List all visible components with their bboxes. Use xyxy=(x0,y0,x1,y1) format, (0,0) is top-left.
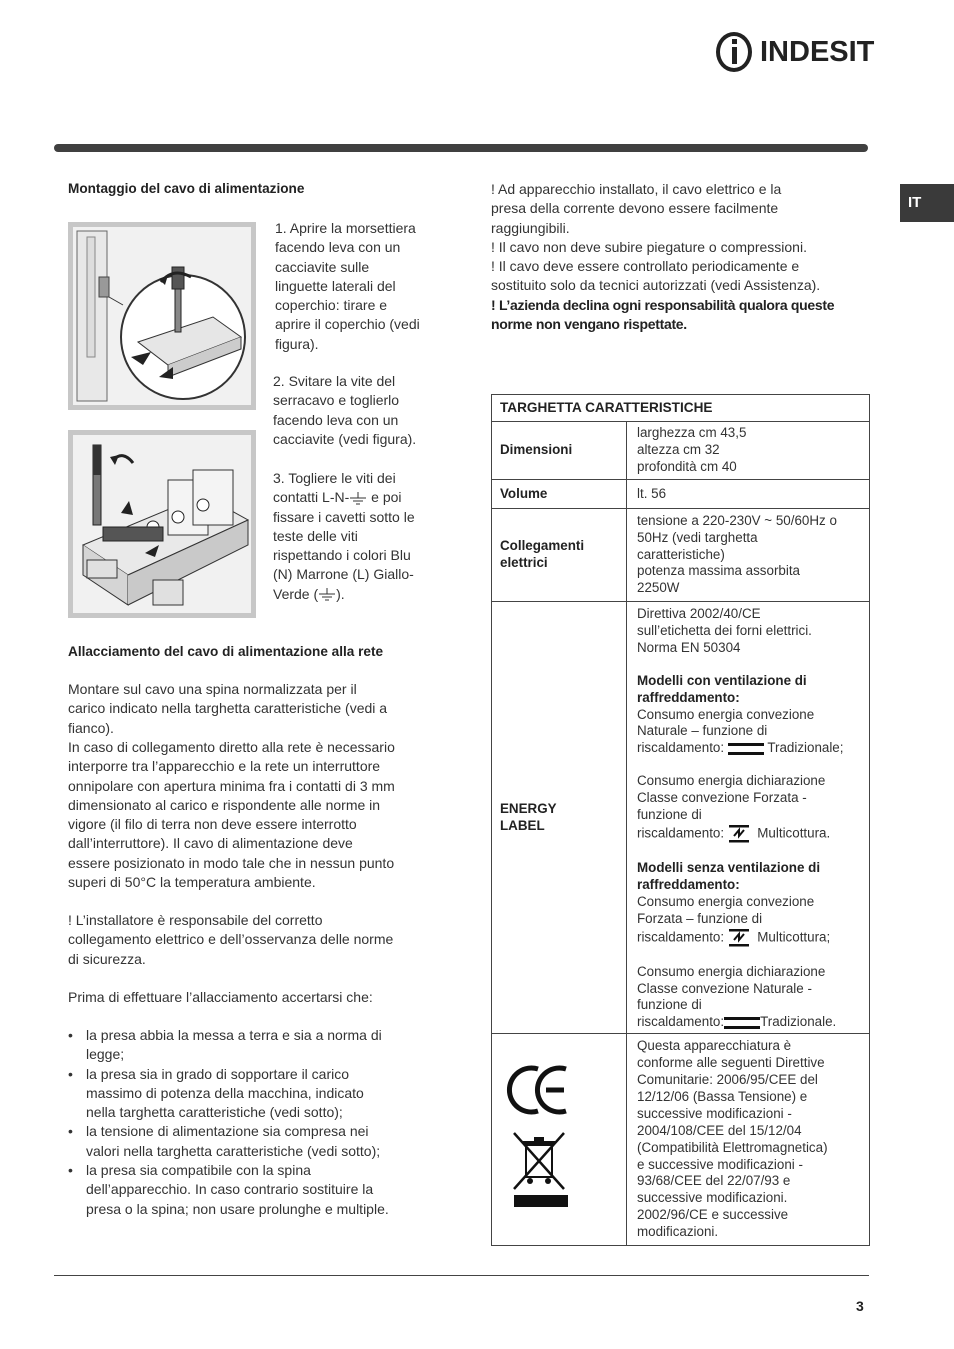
indesit-logo xyxy=(716,30,874,74)
fan-multicooking-icon xyxy=(728,928,750,948)
page-number: 3 xyxy=(856,1298,864,1314)
footer-divider xyxy=(54,1275,869,1276)
section-heading-mains: Allacciamento del cavo di alimentazione alla rete xyxy=(68,644,384,659)
table-row: Questa apparecchiatura è conforme alle seguenti Direttive Comunitarie: 2006/95/CEE del 12/12/06 (Bassa Tensione) e successive modificazioni - 2004/108/CEE del 15/12/04 (Compatibilità Elettromagnetica) e successive modificazioni - 93/68/CEE del 22/07/93 e successive modificazioni. 2002/96/CE e successive modificazioni. xyxy=(492,1034,870,1246)
table-row: ENERGY LABEL Direttiva 2002/40/CE sull’etichetta dei forni elettrici. Norma EN 50304 Modelli con ventilazione di raffreddamento: Consumo energia convezione Naturale – funzione di riscaldamento: Tradizionale; Consumo energia dichiarazione Classe convezione Forzata - funzione di riscaldamento: Multicottura. Modelli senza ventilazione di raffreddamento: Consumo energia convezione Forzata – funzione di riscaldamento: Multicottura; Consumo energia dichiarazione Classe convezione Naturale - funzione di riscaldamento: Tradizionale. xyxy=(492,602,870,1034)
liability-note: ! L’azienda declina ogni responsabilità qualora queste norme non vengano rispettate. xyxy=(491,296,835,333)
list-item: • la presa abbia la messa a terra e sia a norma di legge; xyxy=(68,1026,453,1065)
indesit-logo-icon xyxy=(716,32,752,72)
precheck-list xyxy=(68,1026,453,1219)
mains-paragraph-2: In caso di collegamento diretto alla rete è necessario interporre tra l’apparecchio e la rete un interruttore onnipolare con apertura minima fra i contatti di 3 mm dimensionato al carico e rispondente alle norme in vigore (il filo di terra non deve essere interrotto dall’interruttore). Il cavo di alimentazione deve essere posizionato in modo tale che in nessun punto superi di 50°C la temperatura ambiente. xyxy=(68,739,395,891)
list-item: • la presa sia compatibile con la spina dell’apparecchio. In caso contrario sostituire la presa o la spina; non usare prolunghe e multiple. xyxy=(68,1161,453,1219)
traditional-heating-icon xyxy=(724,1016,760,1030)
step-3-text: 3. Togliere le viti dei contatti L-N- e poi fissare i cavetti sotto le teste delle viti rispettando i colori Blu (N) Marrone (L) Giallo- Verde ( ). xyxy=(273,470,415,602)
brand-name: INDESIT xyxy=(760,35,875,68)
weee-bin-icon xyxy=(514,1133,568,1207)
terminal-block-illustration xyxy=(73,435,251,613)
installer-warning: ! L’installatore è responsabile del corretto collegamento elettrico e dell’osservanza delle norme di sicurezza. xyxy=(68,912,394,967)
traditional-heating-icon xyxy=(728,742,764,756)
terminal-cover-illustration xyxy=(73,227,251,405)
list-item: • la tensione di alimentazione sia compresa nei valori nella targhetta caratteristiche (vedi sotto); xyxy=(68,1122,453,1161)
fan-multicooking-icon xyxy=(728,824,750,844)
precheck-intro: Prima di effettuare l’allacciamento accertarsi che: xyxy=(68,989,373,1005)
section-heading-cable: Montaggio del cavo di alimentazione xyxy=(68,181,305,196)
safety-notes: ! Ad apparecchio installato, il cavo elettrico e la presa della corrente devono essere facilmente raggiungibili. ! Il cavo non deve subire piegature o compressioni. ! Il cavo deve essere controllato periodicamente e sostituito solo da tecnici autorizzati (vedi Assistenza). ! L’azienda declina ogni responsabilità qualora queste norme non vengano rispettate. xyxy=(491,180,869,334)
ce-mark-icon xyxy=(509,1068,566,1112)
language-tab: IT xyxy=(900,184,954,222)
table-row: Volume lt. 56 xyxy=(492,480,870,509)
spec-table xyxy=(491,394,870,1246)
step-2-text: 2. Svitare la vite del serracavo e toglierlo facendo leva con un cacciavite (vedi figura). xyxy=(273,373,417,447)
spec-table-header: TARGHETTA CARATTERISTICHE xyxy=(492,395,870,422)
earth-ground-icon xyxy=(318,588,336,602)
list-item: • la presa sia in grado di sopportare il carico massimo di potenza della macchina, indicato nella targhetta caratteristiche (vedi sotto); xyxy=(68,1065,453,1123)
figure-terminal-block xyxy=(68,430,256,618)
header-divider xyxy=(54,144,868,152)
figure-terminal-cover xyxy=(68,222,256,410)
ce-weee-symbols xyxy=(500,1057,580,1217)
earth-ground-icon xyxy=(349,492,367,506)
step-1-text: 1. Aprire la morsettiera facendo leva con un cacciavite sulle linguette laterali del coperchio: tirare e aprire il coperchio (vedi figura). xyxy=(275,220,420,352)
table-row: Dimensioni larghezza cm 43,5 altezza cm 32 profondità cm 40 xyxy=(492,422,870,480)
mains-paragraph-1: Montare sul cavo una spina normalizzata per il carico indicato nella targhetta caratteristiche (vedi a fianco). xyxy=(68,681,388,736)
table-row: Collegamenti elettrici tensione a 220-230V ~ 50/60Hz o 50Hz (vedi targhetta caratteristiche) potenza massima assorbita 2250W xyxy=(492,509,870,602)
